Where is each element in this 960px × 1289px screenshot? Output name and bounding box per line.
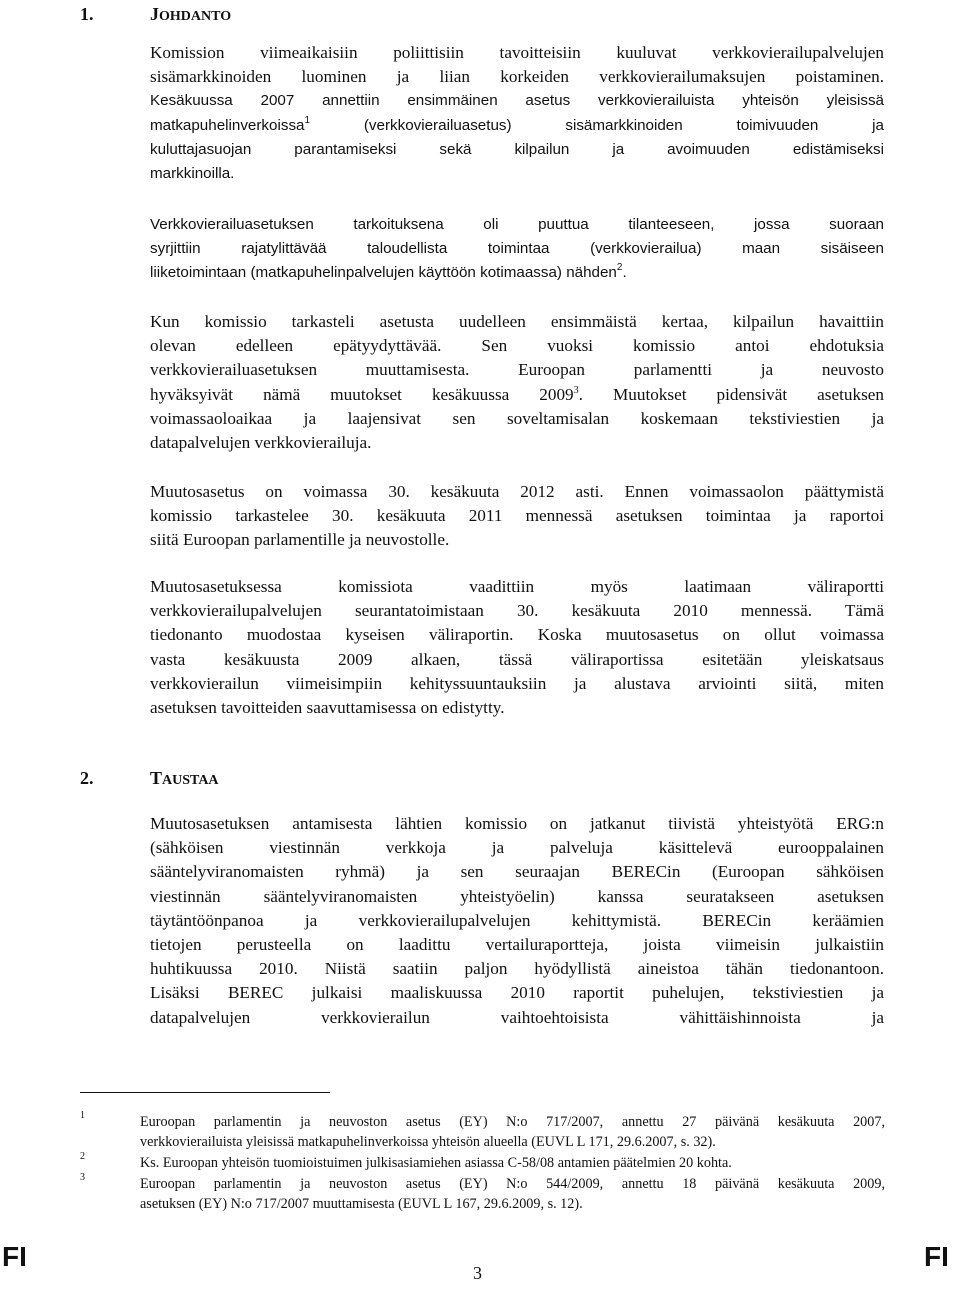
section-title-rest: AUSTAA bbox=[162, 773, 219, 788]
text-line: vasta kesäkuusta 2009 alkaen, tässä väliraportissa esitetään yleiskatsaus bbox=[150, 649, 884, 669]
footnote-1 bbox=[80, 1112, 885, 1154]
text-line: datapalvelujen verkkovierailuja. bbox=[150, 432, 372, 452]
text-line: liiketoimintaan (matkapuhelinpalvelujen käyttöön kotimaassa) nähden$^2$. bbox=[150, 262, 627, 282]
text-line: komissio tarkastelee 30. kesäkuuta 2011 mennessä asetuksen toimintaa ja raportoi bbox=[150, 506, 884, 526]
text-line: asetuksen tavoitteiden saavuttamisessa on edistytty. bbox=[150, 697, 505, 717]
text-line: tiedonanto muodostaa kyseisen väliraportin. Koska muutosasetus on ollut voimassa bbox=[150, 625, 884, 645]
text-line: verkkovierailuista yleisissä matkapuhelinverkoissa yhteisön alueella (EUVL L 171, 29.6.2007, s. 32). bbox=[140, 1134, 716, 1151]
footnote-mark: 2 bbox=[80, 1151, 85, 1162]
text-line: matkapuhelinverkoissa$^1$ (verkkovierailuasetus) sisämarkkinoiden toimivuuden ja bbox=[150, 114, 884, 134]
text-line: Verkkovierailuasetuksen tarkoituksena oli puuttua tilanteeseen, jossa suoraan bbox=[150, 216, 884, 233]
paragraph-intro bbox=[150, 41, 884, 186]
text-line: Komission viimeaikaisiin poliittisiin tavoitteisiin kuuluvat verkkovierailupalvelujen bbox=[150, 43, 884, 62]
footnote-separator bbox=[80, 1092, 330, 1093]
text-line: täytäntöönpanoa ja verkkovierailupalvelujen kehittymistä. BERECin keräämien bbox=[150, 910, 884, 930]
footnote-ref[interactable]: 3 bbox=[573, 384, 579, 396]
text-line: olevan edelleen epätyydyttävää. Sen vuoksi komissio antoi ehdotuksia bbox=[150, 336, 884, 356]
footer-language-left: FI bbox=[2, 1241, 27, 1272]
footnote-mark: 3 bbox=[80, 1172, 85, 1183]
footnote-2 bbox=[80, 1153, 885, 1174]
paragraph-review bbox=[150, 310, 884, 455]
paragraph-background bbox=[150, 812, 884, 1030]
text-line: Kun komissio tarkasteli asetusta uudelleen ensimmäistä kertaa, kilpailun havaittiin bbox=[150, 312, 884, 331]
section-number: 1. bbox=[80, 4, 94, 24]
footnote-ref[interactable]: 2 bbox=[616, 262, 623, 274]
text-line: syrjittiin rajatylittävää taloudellista toimintaa (verkkovierailua) maan sisäiseen bbox=[150, 240, 884, 258]
text-line: viestinnän sääntelyviranomaisten yhteistyöelin) kanssa seuratakseen asetuksen bbox=[150, 886, 884, 906]
paragraph-purpose bbox=[150, 213, 884, 286]
text-line: verkkovierailupalvelujen seurantatoimistaan 30. kesäkuuta 2010 mennessä. Tämä bbox=[150, 601, 884, 621]
paragraph-interim-report bbox=[150, 575, 884, 720]
section-2-heading bbox=[80, 767, 219, 792]
text-line: verkkovierailuasetuksen muuttamisesta. Euroopan parlamentti ja neuvosto bbox=[150, 360, 884, 380]
section-title-rest: OHDANTO bbox=[159, 9, 232, 24]
text-line: Muutosasetus on voimassa 30. kesäkuuta 2012 asti. Ennen voimassaolon päättymistä bbox=[150, 482, 884, 501]
text-line: siitä Euroopan parlamentille ja neuvostolle. bbox=[150, 530, 450, 550]
text-line: datapalvelujen verkkovierailun vaihtoehtoisista vähittäishinnoista ja bbox=[150, 1007, 884, 1027]
text-line: sisämarkkinoiden luominen ja liian korkeiden verkkovierailumaksujen poistaminen. bbox=[150, 67, 884, 87]
text-line: huhtikuussa 2010. Niistä saatiin paljon hyödyllistä aineistoa tähän tiedonantoon. bbox=[150, 959, 884, 979]
text-line: (sähköisen viestinnän verkkoja ja palveluja käsittelevä eurooppalainen bbox=[150, 838, 884, 858]
footer-language-right: FI bbox=[924, 1241, 949, 1272]
text-line: Euroopan parlamentin ja neuvoston asetus (EY) N:o 544/2009, annettu 18 päivänä kesäkuuta 2009, bbox=[140, 1176, 885, 1192]
text-line: hyväksyivät nämä muutokset kesäkuussa 2009$^3$. Muutokset pidensivät asetuksen bbox=[150, 384, 884, 404]
text-line: Muutosasetuksessa komissiota vaadittiin myös laatimaan väliraportti bbox=[150, 577, 884, 596]
text-line: sääntelyviranomaisten ryhmä) ja sen seuraajan BERECin (Euroopan sähköisen bbox=[150, 862, 884, 882]
text-line: tietojen perusteella on laadittu vertailuraportteja, joista viimeisin julkaistiin bbox=[150, 934, 884, 954]
text-line: markkinoilla. bbox=[150, 164, 235, 182]
text-line: Euroopan parlamentin ja neuvoston asetus (EY) N:o 717/2007, annettu 27 päivänä kesäkuuta 2007, bbox=[140, 1114, 885, 1130]
text-line: voimassaoloaikaa ja laajensivat sen soveltamisalan koskemaan tekstiviestien ja bbox=[150, 408, 884, 428]
footnote-text bbox=[140, 1153, 885, 1173]
text-line: verkkovierailun viimeisimpiin kehityssuuntauksiin ja alustava arviointi siitä, miten bbox=[150, 673, 884, 693]
section-title-initial: T bbox=[150, 768, 163, 788]
text-line: asetuksen (EY) N:o 717/2007 muuttamisesta (EUVL L 167, 29.6.2009, s. 12). bbox=[140, 1196, 583, 1213]
text-line: Muutosasetuksen antamisesta lähtien komissio on jatkanut tiivistä yhteistyötä ERG:n bbox=[150, 814, 884, 833]
text-line: Lisäksi BEREC julkaisi maaliskuussa 2010 raportit puhelujen, tekstiviestien ja bbox=[150, 983, 884, 1003]
text-line: Kesäkuussa 2007 annettiin ensimmäinen asetus verkkovierailuista yhteisön yleisissä bbox=[150, 92, 884, 110]
footnote-text bbox=[140, 1112, 885, 1153]
paragraph-validity bbox=[150, 480, 884, 553]
footnote-text bbox=[140, 1174, 885, 1215]
section-1-heading bbox=[80, 3, 231, 28]
footnote-ref[interactable]: 1 bbox=[304, 114, 311, 126]
section-title-initial: J bbox=[150, 4, 159, 24]
section-number: 2. bbox=[80, 768, 94, 788]
footnote-mark: 1 bbox=[80, 1110, 85, 1121]
footnote-3 bbox=[80, 1174, 885, 1216]
page-number: 3 bbox=[473, 1263, 482, 1283]
text-line: Ks. Euroopan yhteisön tuomioistuimen julkisasiamiehen asiassa C-58/08 antamien päätelmien 20 kohta. bbox=[140, 1155, 732, 1171]
text-line: kuluttajasuojan parantamiseksi sekä kilpailun ja avoimuuden edistämiseksi bbox=[150, 140, 884, 158]
